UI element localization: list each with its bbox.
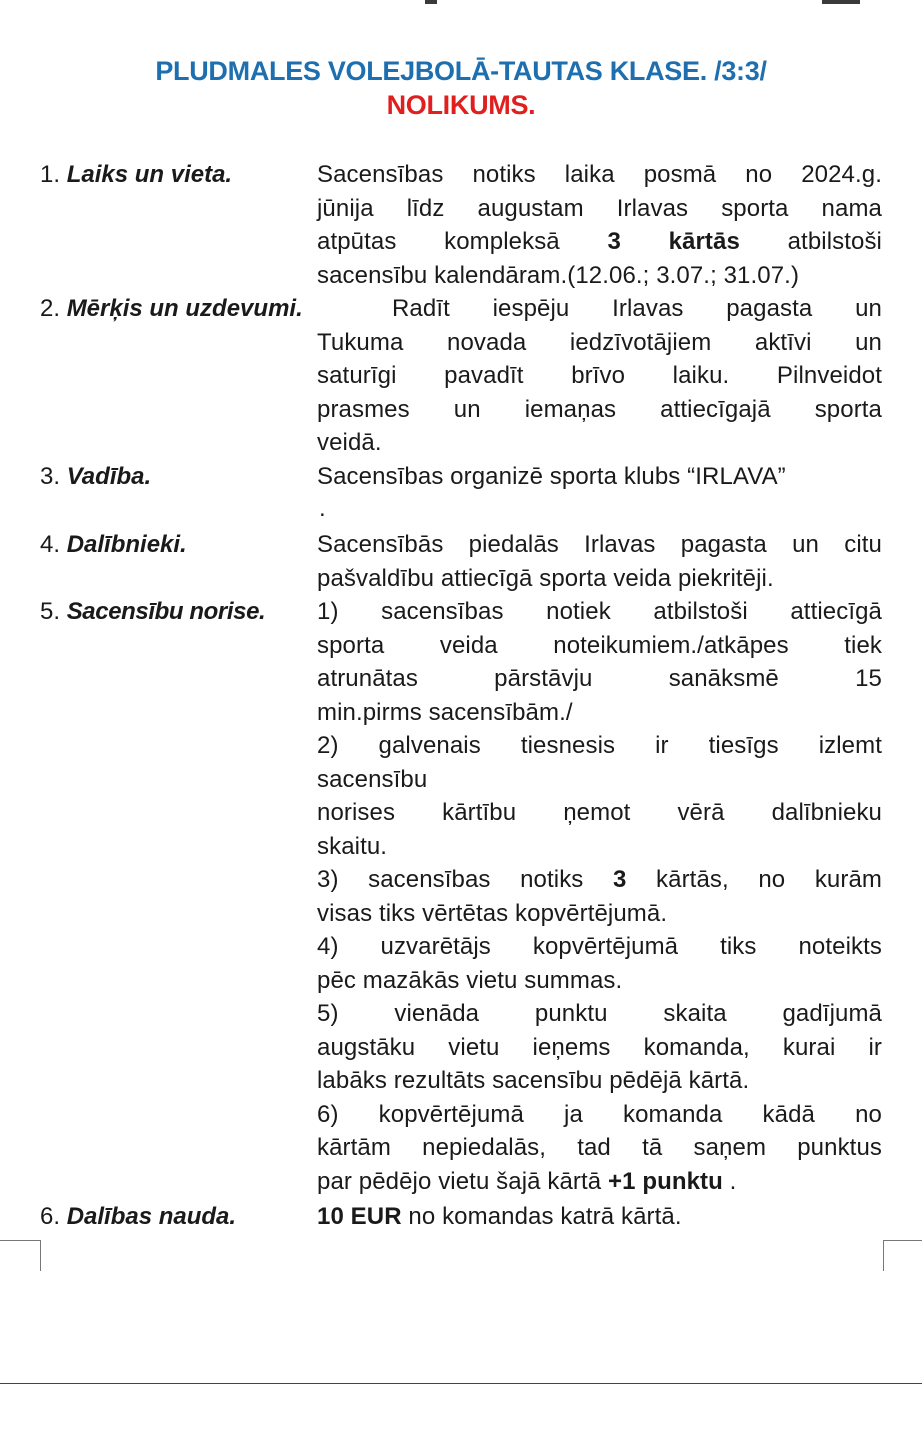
text-line: Sacensībās piedalās Irlavas pagasta un citu [317,531,882,558]
rule-line: sacensību [317,765,428,793]
emphasis-text: +1 punktu [607,1167,723,1195]
rule-line: atrunātas pārstāvju sanāksmē 15 [317,665,882,692]
section-number: 2. [40,295,61,322]
section-title: Mērķis un uzdevumi. [66,295,303,322]
text-line: Tukuma novada iedzīvotājiem aktīvi un [317,328,882,356]
section-label [40,528,187,562]
section-title: Vadība. [66,463,152,490]
text-line: . [319,494,326,522]
text-line: Radīt iespēju Irlavas pagasta un [392,295,882,322]
rule-line: augstāku vietu ieņems komanda, kurai ir [317,1033,882,1061]
section-number: 6. [40,1203,61,1230]
rule-line: labāks rezultāts sacensību pēdējā kārtā. [317,1067,750,1094]
section-number: 4. [40,531,61,558]
rule-line: skaitu. [317,832,388,860]
section-number: 5. [40,598,61,625]
cropped-top-edge-mark [822,0,860,4]
section-label [40,292,303,326]
text-line: Sacensības notiks laika posmā no 2024.g. [317,161,882,188]
document-subtitle: NOLIKUMS. [386,90,536,120]
rule-line: 2) galvenais tiesnesis ir tiesīgs izlemt [317,732,882,759]
text-line: pašvaldību attiecīgā sporta veida piekritēji. [317,564,774,592]
page-corner-mark-right [883,1240,922,1271]
text-line: 10 EUR no komandas katrā kārtā. [317,1203,682,1230]
text-line: prasmes un iemaņas attiecīgajā sporta [317,395,882,423]
page-bottom-divider [0,1383,922,1384]
text-line: sacensību kalendāram.(12.06.; 3.07.; 31.07.) [317,261,800,289]
rule-line: norises kārtību ņemot vērā dalībnieku [317,799,882,826]
rule-line: kārtām nepiedalās, tad tā saņem punktus [317,1134,882,1161]
section-title: Sacensību norise. [66,598,266,625]
section-title: Dalības nauda. [66,1203,237,1230]
section-label [40,158,232,192]
section-label [40,595,265,629]
section-text [317,158,882,292]
text-line: Sacensības organizē sporta klubs “IRLAVA” [317,463,786,490]
rule-line: par pēdējo vietu šajā kārtā +1 punktu . [317,1167,737,1195]
emphasis-text: 3 [613,866,627,893]
section-label [40,1200,236,1234]
section-text [317,1200,882,1234]
text-line: jūnija līdz augustam Irlavas sporta nama [317,194,882,222]
rule-line: sporta veida noteikumiem./atkāpes tiek [317,631,882,659]
section-number: 1. [40,161,61,188]
page-corner-mark-left [0,1240,41,1271]
emphasis-text: 10 EUR [317,1203,402,1230]
section-text [392,292,882,326]
section-title: Dalībnieki. [66,531,187,558]
rule-line: 1) sacensības notiek atbilstoši attiecīgā [317,598,882,625]
rule-line: 6) kopvērtējumā ja komanda kādā no [317,1100,882,1128]
section-text-continued [317,326,882,460]
text-line: veidā. [317,429,382,456]
section-text [317,595,882,1198]
rule-line: pēc mazākās vietu summas. [317,966,623,994]
rule-line: 4) uzvarētājs kopvērtējumā tiks noteikts [317,933,882,960]
rule-line: visas tiks vērtētas kopvērtējumā. [317,899,668,927]
document-title: PLUDMALES VOLEJBOLĀ-TAUTAS KLASE. /3:3/ [155,56,767,86]
emphasis-text: 3 kārtās [607,228,740,255]
section-text [317,528,882,595]
section-number: 3. [40,463,61,490]
rule-line: 3) sacensības notiks 3 kārtās, no kurām [317,866,883,893]
rule-line: min.pirms sacensībām./ [317,698,573,726]
text-line: saturīgi pavadīt brīvo laiku. Pilnveidot [317,362,882,389]
text-line: atpūtas kompleksā 3 kārtās atbilstoši [317,228,882,255]
cropped-top-edge-mark [425,0,437,4]
rule-line: 5) vienāda punktu skaita gadījumā [317,1000,882,1027]
section-title: Laiks un vieta. [66,161,233,188]
section-label [40,460,151,494]
section-text [317,460,882,524]
